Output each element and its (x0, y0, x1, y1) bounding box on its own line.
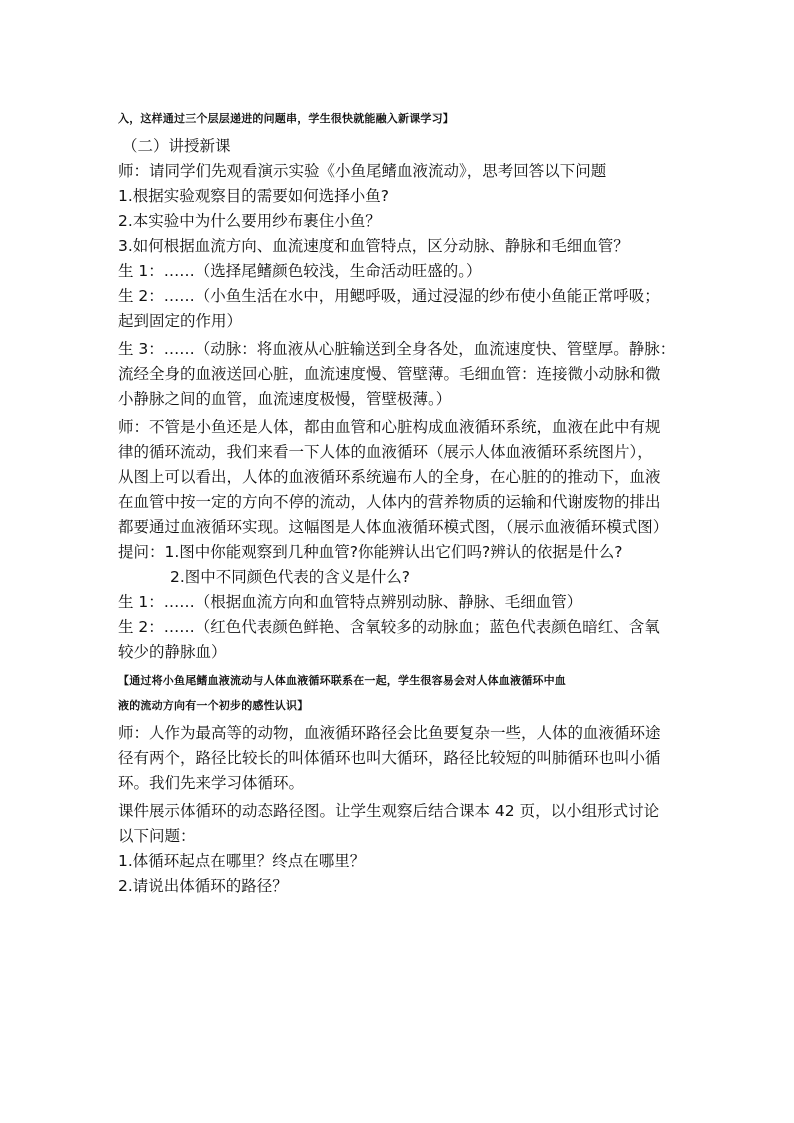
student-answer-3-line-3: 小静脉之间的血管，血流速度极慢，管壁极薄。） (118, 390, 452, 408)
student-reply-1: 生 1：……（根据血流方向和血管特点辨别动脉、静脉、毛细血管） (118, 593, 583, 611)
discussion-question-1: 1.体循环起点在哪里？终点在哪里？ (118, 852, 366, 870)
teacher-explanation-line-2: 律的循环流动，我们来看一下人体的血液循环（展示人体血液循环系统图片）， (118, 443, 653, 461)
teaching-note-line-2: 液的流动方向有一个初步的感性认识】 (118, 699, 309, 712)
discussion-question-2: 2.请说出体循环的路径？ (118, 877, 288, 895)
student-answer-1: 生 1：……（选择尾鳍颜色较浅，生命活动旺盛的。） (118, 262, 482, 280)
teacher-explanation-line-5: 都要通过血液循环实现。这幅图是人体血液循环模式图，（展示血液循环模式图） (118, 518, 669, 536)
student-answer-3-line-2: 流经全身的血液送回心脏，血流速度慢、管壁薄。毛细血管：连接微小动脉和微 (118, 365, 661, 383)
teaching-note-end: 入，这样通过三个层层递进的问题串，学生很快就能融入新课学习】 (118, 112, 454, 125)
activity-instruction-line-1: 课件展示体循环的动态路径图。让学生观察后结合课本 42 页，以小组形式讨论 (118, 802, 660, 820)
teacher-question-1: 提问：1.图中你能观察到几种血管?你能辨认出它们吗?辨认的依据是什么? (118, 543, 623, 561)
teacher-explanation-line-4: 在血管中按一定的方向不停的流动，人体内的营养物质的运输和代谢废物的排出 (118, 493, 661, 511)
teacher-question-2: 2.图中不同颜色代表的含义是什么? (170, 568, 411, 586)
teacher-explanation-line-1: 师：不管是小鱼还是人体，都由血管和心脏构成血液循环系统，血液在此中有规 (118, 418, 661, 436)
student-answer-2-line-1: 生 2：……（小鱼生活在水中，用鳃呼吸，通过浸湿的纱布使小鱼能正常呼吸； (118, 287, 660, 305)
question-2: 2.本实验中为什么要用纱布裹住小鱼？ (118, 212, 381, 230)
student-answer-3-line-1: 生 3：……（动脉：将血液从心脏输送到全身各处，血流速度快、管壁厚。静脉： (118, 340, 676, 358)
student-reply-2-line-2: 较少的静脉血） (118, 643, 227, 661)
teacher-intro-line-2: 径有两个，路径比较长的叫体循环也叫大循环，路径比较短的叫肺循环也叫小循 (118, 749, 661, 767)
student-answer-2-line-2: 起到固定的作用） (118, 312, 243, 330)
activity-instruction-line-2: 以下问题： (118, 827, 196, 845)
document-page (118, 106, 680, 899)
teacher-intro-line-3: 环。我们先来学习体循环。 (118, 774, 305, 792)
teaching-note-line-1: 【通过将小鱼尾鳍血液流动与人体血液循环联系在一起，学生很容易会对人体血液循环中血 (118, 674, 566, 687)
section-heading: （二）讲授新课 (122, 137, 231, 155)
teacher-explanation-line-3: 从图上可以看出，人体的血液循环系统遍布人的全身，在心脏的的推动下，血液 (118, 468, 661, 486)
question-3: 3.如何根据血流方向、血流速度和血管特点，区分动脉、静脉和毛细血管？ (118, 237, 629, 255)
question-1: 1.根据实验观察目的需要如何选择小鱼? (118, 187, 390, 205)
teacher-intro-line-1: 师：人作为最高等的动物，血液循环路径会比鱼要复杂一些，人体的血液循环途 (118, 724, 661, 742)
teacher-instruction: 师：请同学们先观看演示实验《小鱼尾鳍血液流动》，思考回答以下问题 (118, 162, 607, 180)
student-reply-2-line-1: 生 2：……（红色代表颜色鲜艳、含氧较多的动脉血；蓝色代表颜色暗红、含氧 (118, 618, 660, 636)
